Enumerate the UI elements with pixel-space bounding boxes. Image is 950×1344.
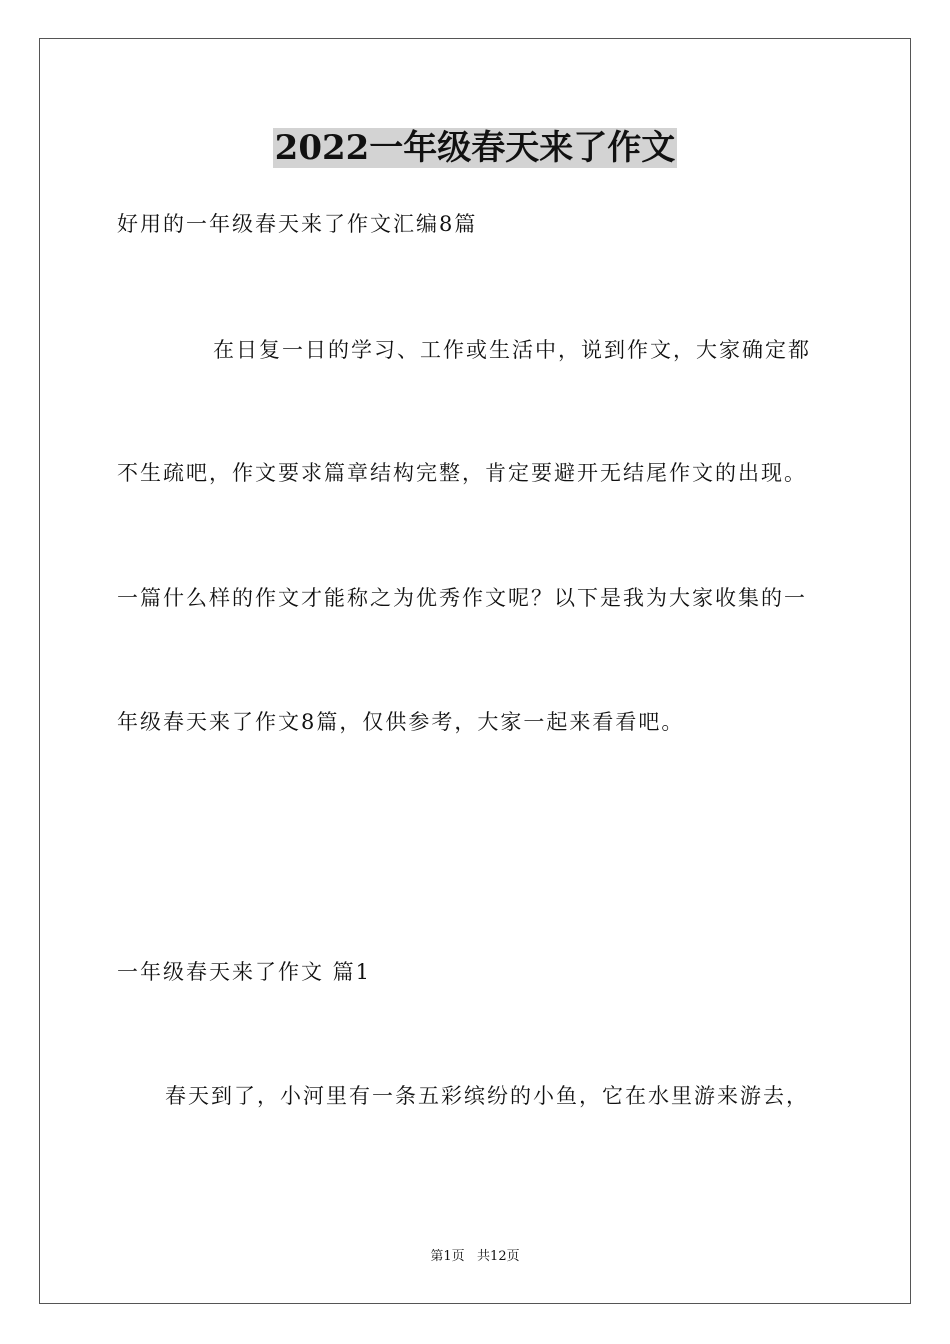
intro-line-3: 一篇什么样的作文才能称之为优秀作文呢？以下是我为大家收集的一 — [117, 586, 807, 610]
document-title — [0, 126, 950, 170]
intro-line-4: 年级春天来了作文8篇，仅供参考，大家一起来看看吧。 — [117, 710, 685, 734]
document-title-text: 2022一年级春天来了作文 — [274, 128, 676, 168]
section-heading: 一年级春天来了作文 篇1 — [117, 960, 372, 984]
document-subtitle: 好用的一年级春天来了作文汇编8篇 — [117, 212, 478, 236]
intro-line-1: 在日复一日的学习、工作或生活中，说到作文，大家确定都 — [213, 338, 811, 362]
intro-line-2: 不生疏吧，作文要求篇章结构完整，肯定要避开无结尾作文的出现。 — [117, 461, 807, 485]
page-number-footer: 第1页 共12页 — [430, 1249, 520, 1264]
section-paragraph-line: 春天到了，小河里有一条五彩缤纷的小鱼，它在水里游来游去， — [165, 1084, 809, 1108]
